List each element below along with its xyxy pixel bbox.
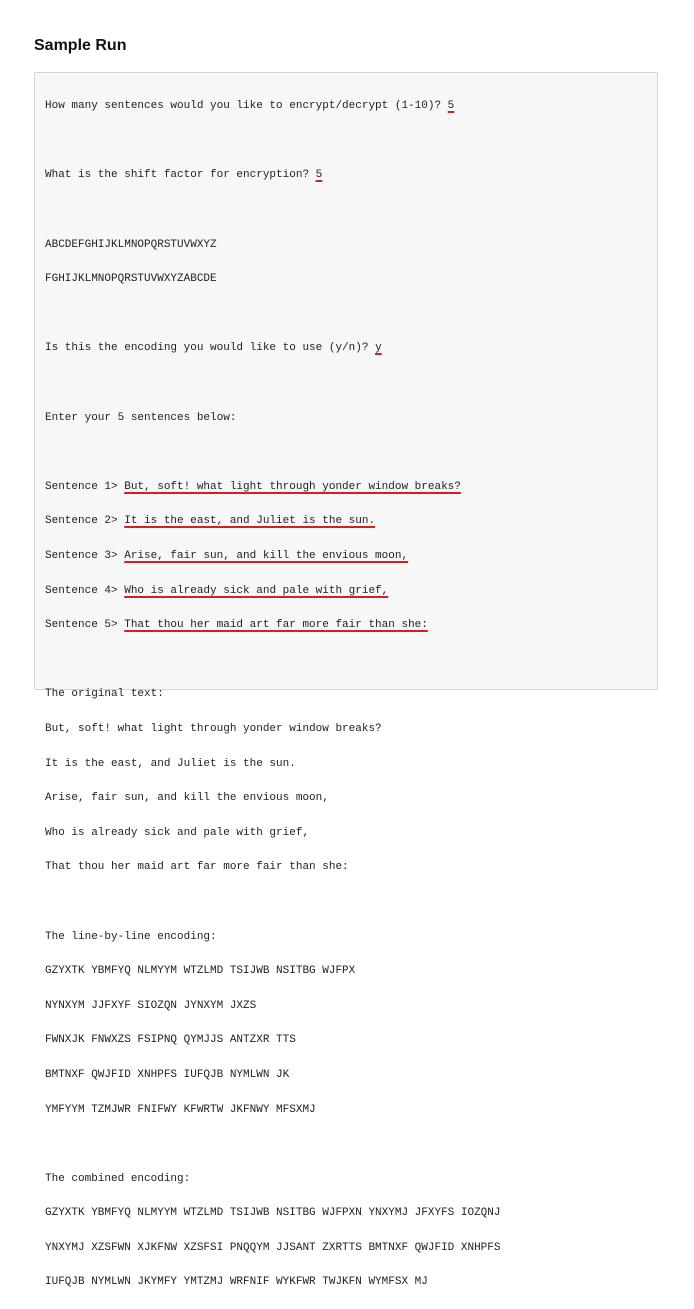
combined-encoding-line: IUFQJB NYMLWN JKYMFY YMTZMJ WRFNIF WYKFWR TWJKFN WYMFSX MJ	[45, 1276, 428, 1289]
combined-encoding-line: YNXYMJ XZSFWN XJKFNW XZSFSI PNQQYM JJSANT ZXRTTS BMTNXF QWJFID XNHPFS	[45, 1241, 501, 1254]
sample-run-output	[34, 72, 658, 1289]
original-line: It is the east, and Juliet is the sun.	[45, 757, 296, 770]
enter-sentences-line: Enter your 5 sentences below:	[45, 411, 237, 424]
sentence-line-4	[45, 583, 500, 600]
original-title: The original text:	[45, 688, 164, 701]
sentence-line-1	[45, 479, 500, 496]
shift-answer: 5	[315, 169, 323, 182]
sentence-prefix: Sentence 5>	[45, 619, 125, 632]
line-encoding-line: YMFYYM TZMJWR FNIFWY KFWRTW JKFNWY MFSXMJ	[45, 1103, 316, 1116]
count-answer: 5	[447, 100, 455, 113]
line-encoding-line: NYNXYM JJFXYF SIOZQN JYNXYM JXZS	[45, 999, 257, 1012]
confirm-answer: y	[375, 342, 382, 355]
original-line: But, soft! what light through yonder window breaks?	[45, 722, 382, 735]
combined-encoding-line: GZYXTK YBMFYQ NLMYYM WTZLMD TSIJWB NSITBG WJFPXN YNXYMJ JFXYFS IOZQNJ	[45, 1207, 501, 1220]
sentence-prefix: Sentence 1>	[45, 480, 125, 493]
sentence-prefix: Sentence 2>	[45, 515, 125, 528]
count-question: How many sentences would you like to encrypt/decrypt (1-10)?	[45, 100, 448, 113]
confirm-question: Is this the encoding you would like to use (y/n)?	[45, 342, 376, 355]
combined-encoding-title: The combined encoding:	[45, 1172, 191, 1185]
original-line: Who is already sick and pale with grief,	[45, 826, 310, 839]
sentence-line-3	[45, 548, 500, 565]
sentence-input: It is the east, and Juliet is the sun.	[124, 515, 376, 528]
page-title: Sample Run	[34, 37, 127, 54]
alphabet-shifted: FGHIJKLMNOPQRSTUVWXYZABCDE	[45, 273, 217, 286]
console-text	[45, 81, 500, 1309]
sentence-input: Who is already sick and pale with grief,	[124, 584, 389, 597]
count-prompt-line	[45, 98, 500, 115]
confirm-prompt-line	[45, 340, 500, 357]
sentence-prefix: Sentence 4>	[45, 584, 125, 597]
shift-question: What is the shift factor for encryption?	[45, 169, 316, 182]
line-encoding-title: The line-by-line encoding:	[45, 930, 217, 943]
line-encoding-line: GZYXTK YBMFYQ NLMYYM WTZLMD TSIJWB NSITBG WJFPX	[45, 965, 356, 978]
line-encoding-line: BMTNXF QWJFID XNHPFS IUFQJB NYMLWN JK	[45, 1068, 290, 1081]
sentence-line-2	[45, 513, 500, 530]
sentence-input: That thou her maid art far more fair than she:	[124, 619, 428, 632]
line-encoding-line: FWNXJK FNWXZS FSIPNQ QYMJJS ANTZXR TTS	[45, 1034, 296, 1047]
alphabet-plain: ABCDEFGHIJKLMNOPQRSTUVWXYZ	[45, 238, 217, 251]
original-line: Arise, fair sun, and kill the envious moon,	[45, 792, 329, 805]
sentence-line-5	[45, 617, 500, 634]
sentence-input: Arise, fair sun, and kill the envious moon,	[124, 550, 409, 563]
original-line: That thou her maid art far more fair than she:	[45, 861, 349, 874]
sentence-prefix: Sentence 3>	[45, 550, 125, 563]
shift-prompt-line	[45, 167, 500, 184]
sentence-input: But, soft! what light through yonder window breaks?	[124, 480, 461, 493]
